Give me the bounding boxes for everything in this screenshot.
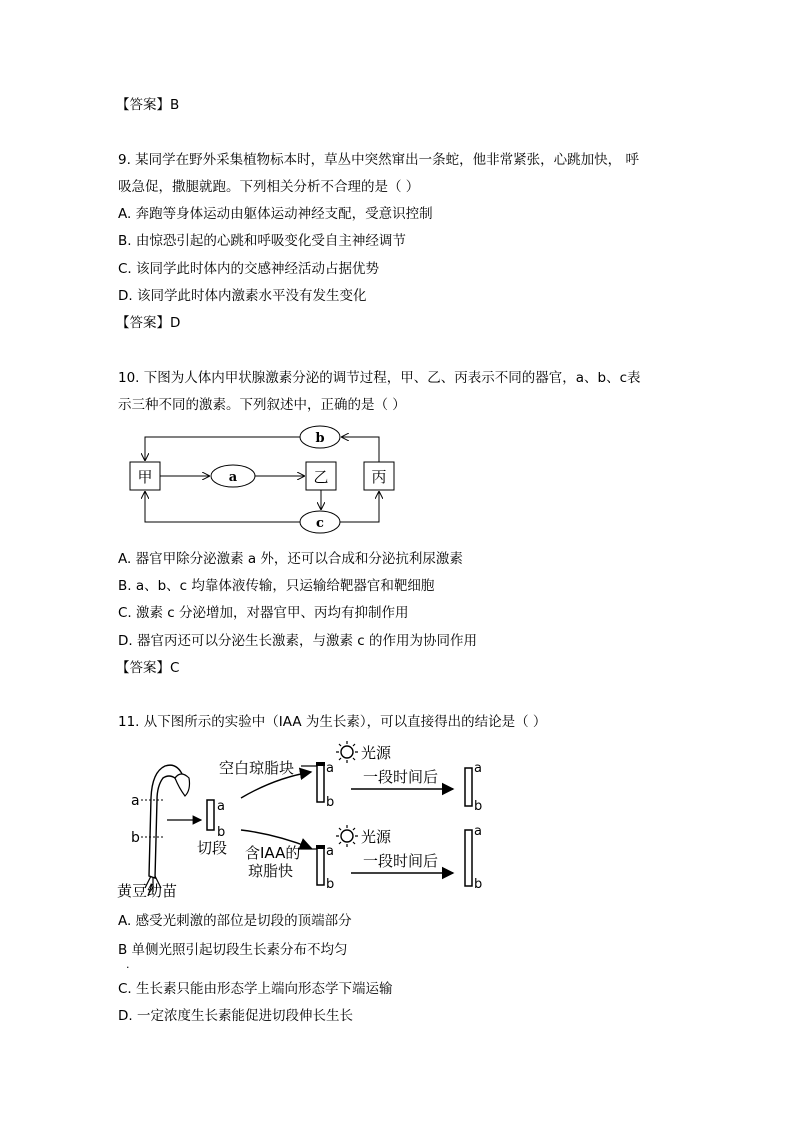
- q11-stem: 11. 从下图所示的实验中（IAA 为生长素），可以直接得出的结论是（ ）: [118, 714, 547, 730]
- blank-agar-label: 空白琼脂块: [219, 759, 295, 777]
- soybean-seedling: [145, 765, 190, 896]
- upper-agar-block: [316, 762, 325, 766]
- iaa-agar-label-line2: 琼脂快: [248, 862, 294, 880]
- q11-option-c: C. 生长素只能由形态学上端向形态学下端运输: [118, 981, 393, 997]
- upper-end-mark-b: b: [474, 799, 483, 814]
- seedling-mark-a: a: [131, 793, 140, 809]
- ellipse-b-label: b: [315, 431, 325, 446]
- q9-option-a: A. 奔跑等身体运动由躯体运动神经支配，受意识控制: [118, 206, 433, 222]
- q10-option-b: B. a、b、c 均靠体液传输，只运输给靶器官和靶细胞: [118, 578, 435, 594]
- q10-stem-line1: 10. 下图为人体内甲状腺激素分泌的调节过程，甲、乙、丙表示不同的器官，a、b、c表: [118, 370, 641, 386]
- seedling-mark-b: b: [131, 830, 140, 846]
- segment-mark-a: a: [217, 799, 225, 814]
- upper-start-mark-a: a: [326, 761, 334, 776]
- upper-start-mark-b: b: [326, 795, 335, 810]
- lower-start-mark-a: a: [326, 844, 334, 859]
- lower-sun-icon: [336, 825, 358, 847]
- segment-label: 切段: [197, 839, 228, 857]
- q9-option-c: C. 该同学此时体内的交感神经活动占据优势: [118, 261, 380, 277]
- q8-answer: 【答案】B: [116, 97, 180, 113]
- q9-answer: 【答案】D: [116, 315, 181, 331]
- arrow-bing-to-b: [342, 437, 379, 462]
- seedling-label: 黄豆幼苗: [117, 882, 178, 900]
- arrow-c-to-bing: [340, 492, 379, 522]
- ellipse-a-label: a: [228, 470, 238, 485]
- cut-segment: [207, 800, 214, 830]
- box-bing-label: 丙: [371, 468, 387, 486]
- q10-answer: 【答案】C: [116, 660, 180, 676]
- segment-mark-b: b: [217, 825, 226, 840]
- lower-segment-end: [465, 830, 472, 886]
- upper-segment-end: [465, 768, 472, 806]
- lower-segment-start: [317, 847, 324, 885]
- lower-end-mark-b: b: [474, 877, 483, 892]
- upper-after-time: 一段时间后: [363, 768, 439, 786]
- q11-option-b: B 单侧光照引起切段生长素分布不均匀: [118, 942, 348, 958]
- ellipse-c-label: c: [316, 516, 324, 531]
- lower-agar-block: [316, 845, 325, 849]
- q10-stem-line2: 示三种不同的激素。下列叙述中，正确的是（ ）: [118, 397, 406, 413]
- upper-end-mark-a: a: [474, 761, 482, 776]
- iaa-experiment-figure: [115, 738, 500, 903]
- q10-option-c: C. 激素 c 分泌增加，对器官甲、丙均有抑制作用: [118, 605, 409, 621]
- lower-start-mark-b: b: [326, 877, 335, 892]
- q9-stem-line2: 吸急促，撒腿就跑。下列相关分析不合理的是（ ）: [118, 179, 420, 195]
- upper-light-source: 光源: [361, 744, 392, 762]
- upper-segment-start: [317, 764, 324, 802]
- box-yi-label: 乙: [313, 468, 329, 486]
- hormone-regulation-diagram: [118, 418, 408, 538]
- upper-sun-icon: [336, 741, 358, 763]
- box-jia-label: 甲: [137, 468, 153, 486]
- q11-option-b-dot: .: [126, 958, 130, 971]
- q11-option-a: A. 感受光刺激的部位是切段的顶端部分: [118, 913, 352, 929]
- q9-stem-line1: 9. 某同学在野外采集植物标本时，草丛中突然窜出一条蛇，他非常紧张，心跳加快， 呼: [118, 152, 639, 168]
- iaa-agar-label-line1: 含IAA的: [245, 844, 301, 862]
- q9-option-b: B. 由惊恐引起的心跳和呼吸变化受自主神经调节: [118, 233, 406, 249]
- lower-end-mark-a: a: [474, 824, 482, 839]
- lower-after-time: 一段时间后: [363, 852, 439, 870]
- arrow-c-to-jia: [145, 492, 300, 522]
- q10-option-a: A. 器官甲除分泌激素 a 外，还可以合成和分泌抗利尿激素: [118, 551, 463, 567]
- arrow-b-to-jia: [145, 437, 300, 460]
- lower-light-source: 光源: [361, 828, 392, 846]
- q10-option-d: D. 器官丙还可以分泌生长激素，与激素 c 的作用为协同作用: [118, 633, 477, 649]
- q9-option-d: D. 该同学此时体内激素水平没有发生变化: [118, 288, 367, 304]
- q11-option-d: D. 一定浓度生长素能促进切段伸长生长: [118, 1008, 353, 1024]
